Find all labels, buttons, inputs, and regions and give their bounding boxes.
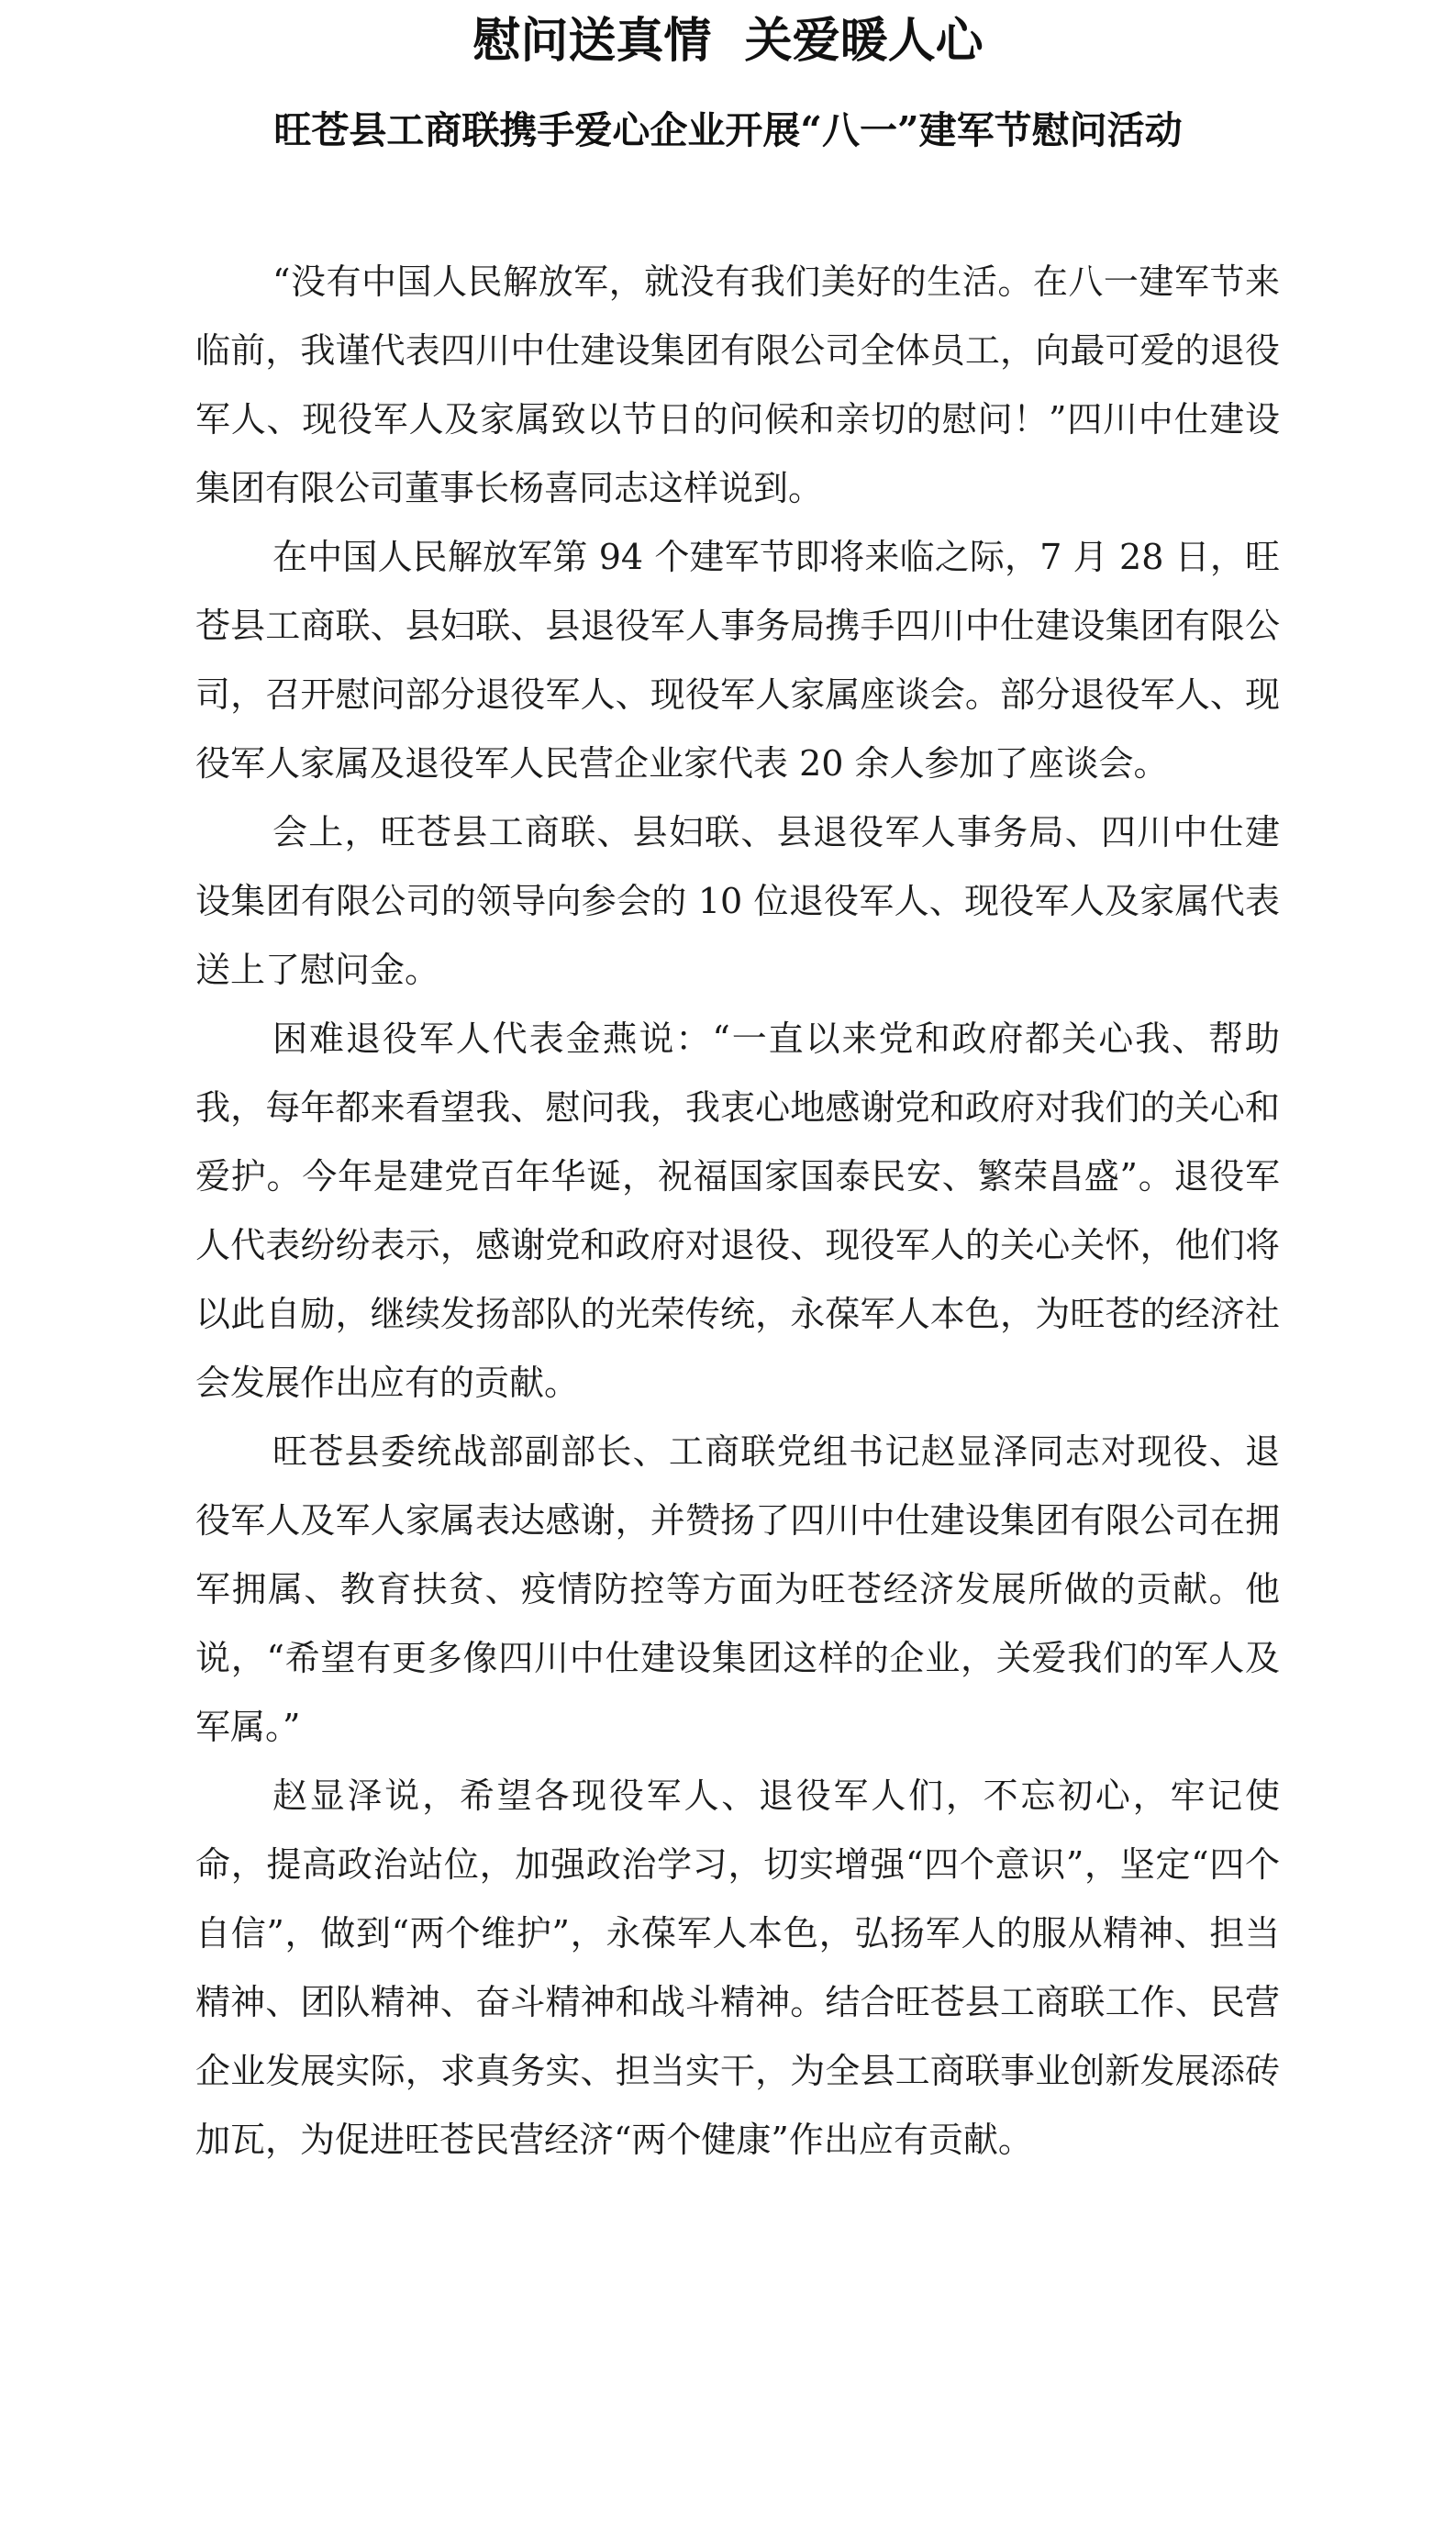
paragraph-3: 会上，旺苍县工商联、县妇联、县退役军人事务局、四川中仕建设集团有限公司的领导向参会的 10 位退役军人、现役军人及家属代表送上了慰问金。 [195, 812, 1280, 990]
paragraph-2: 在中国人民解放军第 94 个建军节即将来临之际，7 月 28 日，旺苍县工商联、县妇联、县退役军人事务局携手四川中仕建设集团有限公司，召开慰问部分退役军人、现役军人家属座谈会。部分退役军人、现役军人家属及退役军人民营企业家代表 20 余人参加了座谈会。 [195, 537, 1280, 784]
paragraph-6: 赵显泽说，希望各现役军人、退役军人们，不忘初心，牢记使命，提高政治站位，加强政治学习，切实增强“四个意识”，坚定“四个自信”，做到“两个维护”，永葆军人本色，弘扬军人的服从精神、担当精神、团队精神、奋斗精神和战斗精神。结合旺苍县工商联工作、民营企业发展实际，求真务实、担当实干，为全县工商联事业创新发展添砖加瓦，为促进旺苍民营经济“两个健康”作出应有贡献。 [195, 1776, 1280, 2160]
paragraph-5: 旺苍县委统战部副部长、工商联党组书记赵显泽同志对现役、退役军人及军人家属表达感谢，并赞扬了四川中仕建设集团有限公司在拥军拥属、教育扶贫、疫情防控等方面为旺苍经济发展所做的贡献。他说，“希望有更多像四川中仕建设集团这样的企业，关爱我们的军人及军属。” [195, 1431, 1280, 1747]
paragraph-1: “没有中国人民解放军，就没有我们美好的生活。在八一建军节来临前，我谨代表四川中仕建设集团有限公司全体员工，向最可爱的退役军人、现役军人及家属致以节日的问候和亲切的慰问！”四川中仕建设集团有限公司董事长杨喜同志这样说到。 [195, 262, 1280, 508]
paragraph-4: 困难退役军人代表金燕说：“一直以来党和政府都关心我、帮助我，每年都来看望我、慰问我，我衷心地感谢党和政府对我们的关心和爱护。今年是建党百年华诞，祝福国家国泰民安、繁荣昌盛”。退役军人代表纷纷表示，感谢党和政府对退役、现役军人的关心关怀，他们将以此自励，继续发扬部队的光荣传统，永葆军人本色，为旺苍的经济社会发展作出应有的贡献。 [195, 1019, 1280, 1403]
page-title: 慰问送真情 关爱暖人心 [472, 13, 984, 69]
article-body [195, 248, 1280, 2175]
page-subtitle: 旺苍县工商联携手爱心企业开展“八一”建军节慰问活动 [273, 108, 1183, 152]
